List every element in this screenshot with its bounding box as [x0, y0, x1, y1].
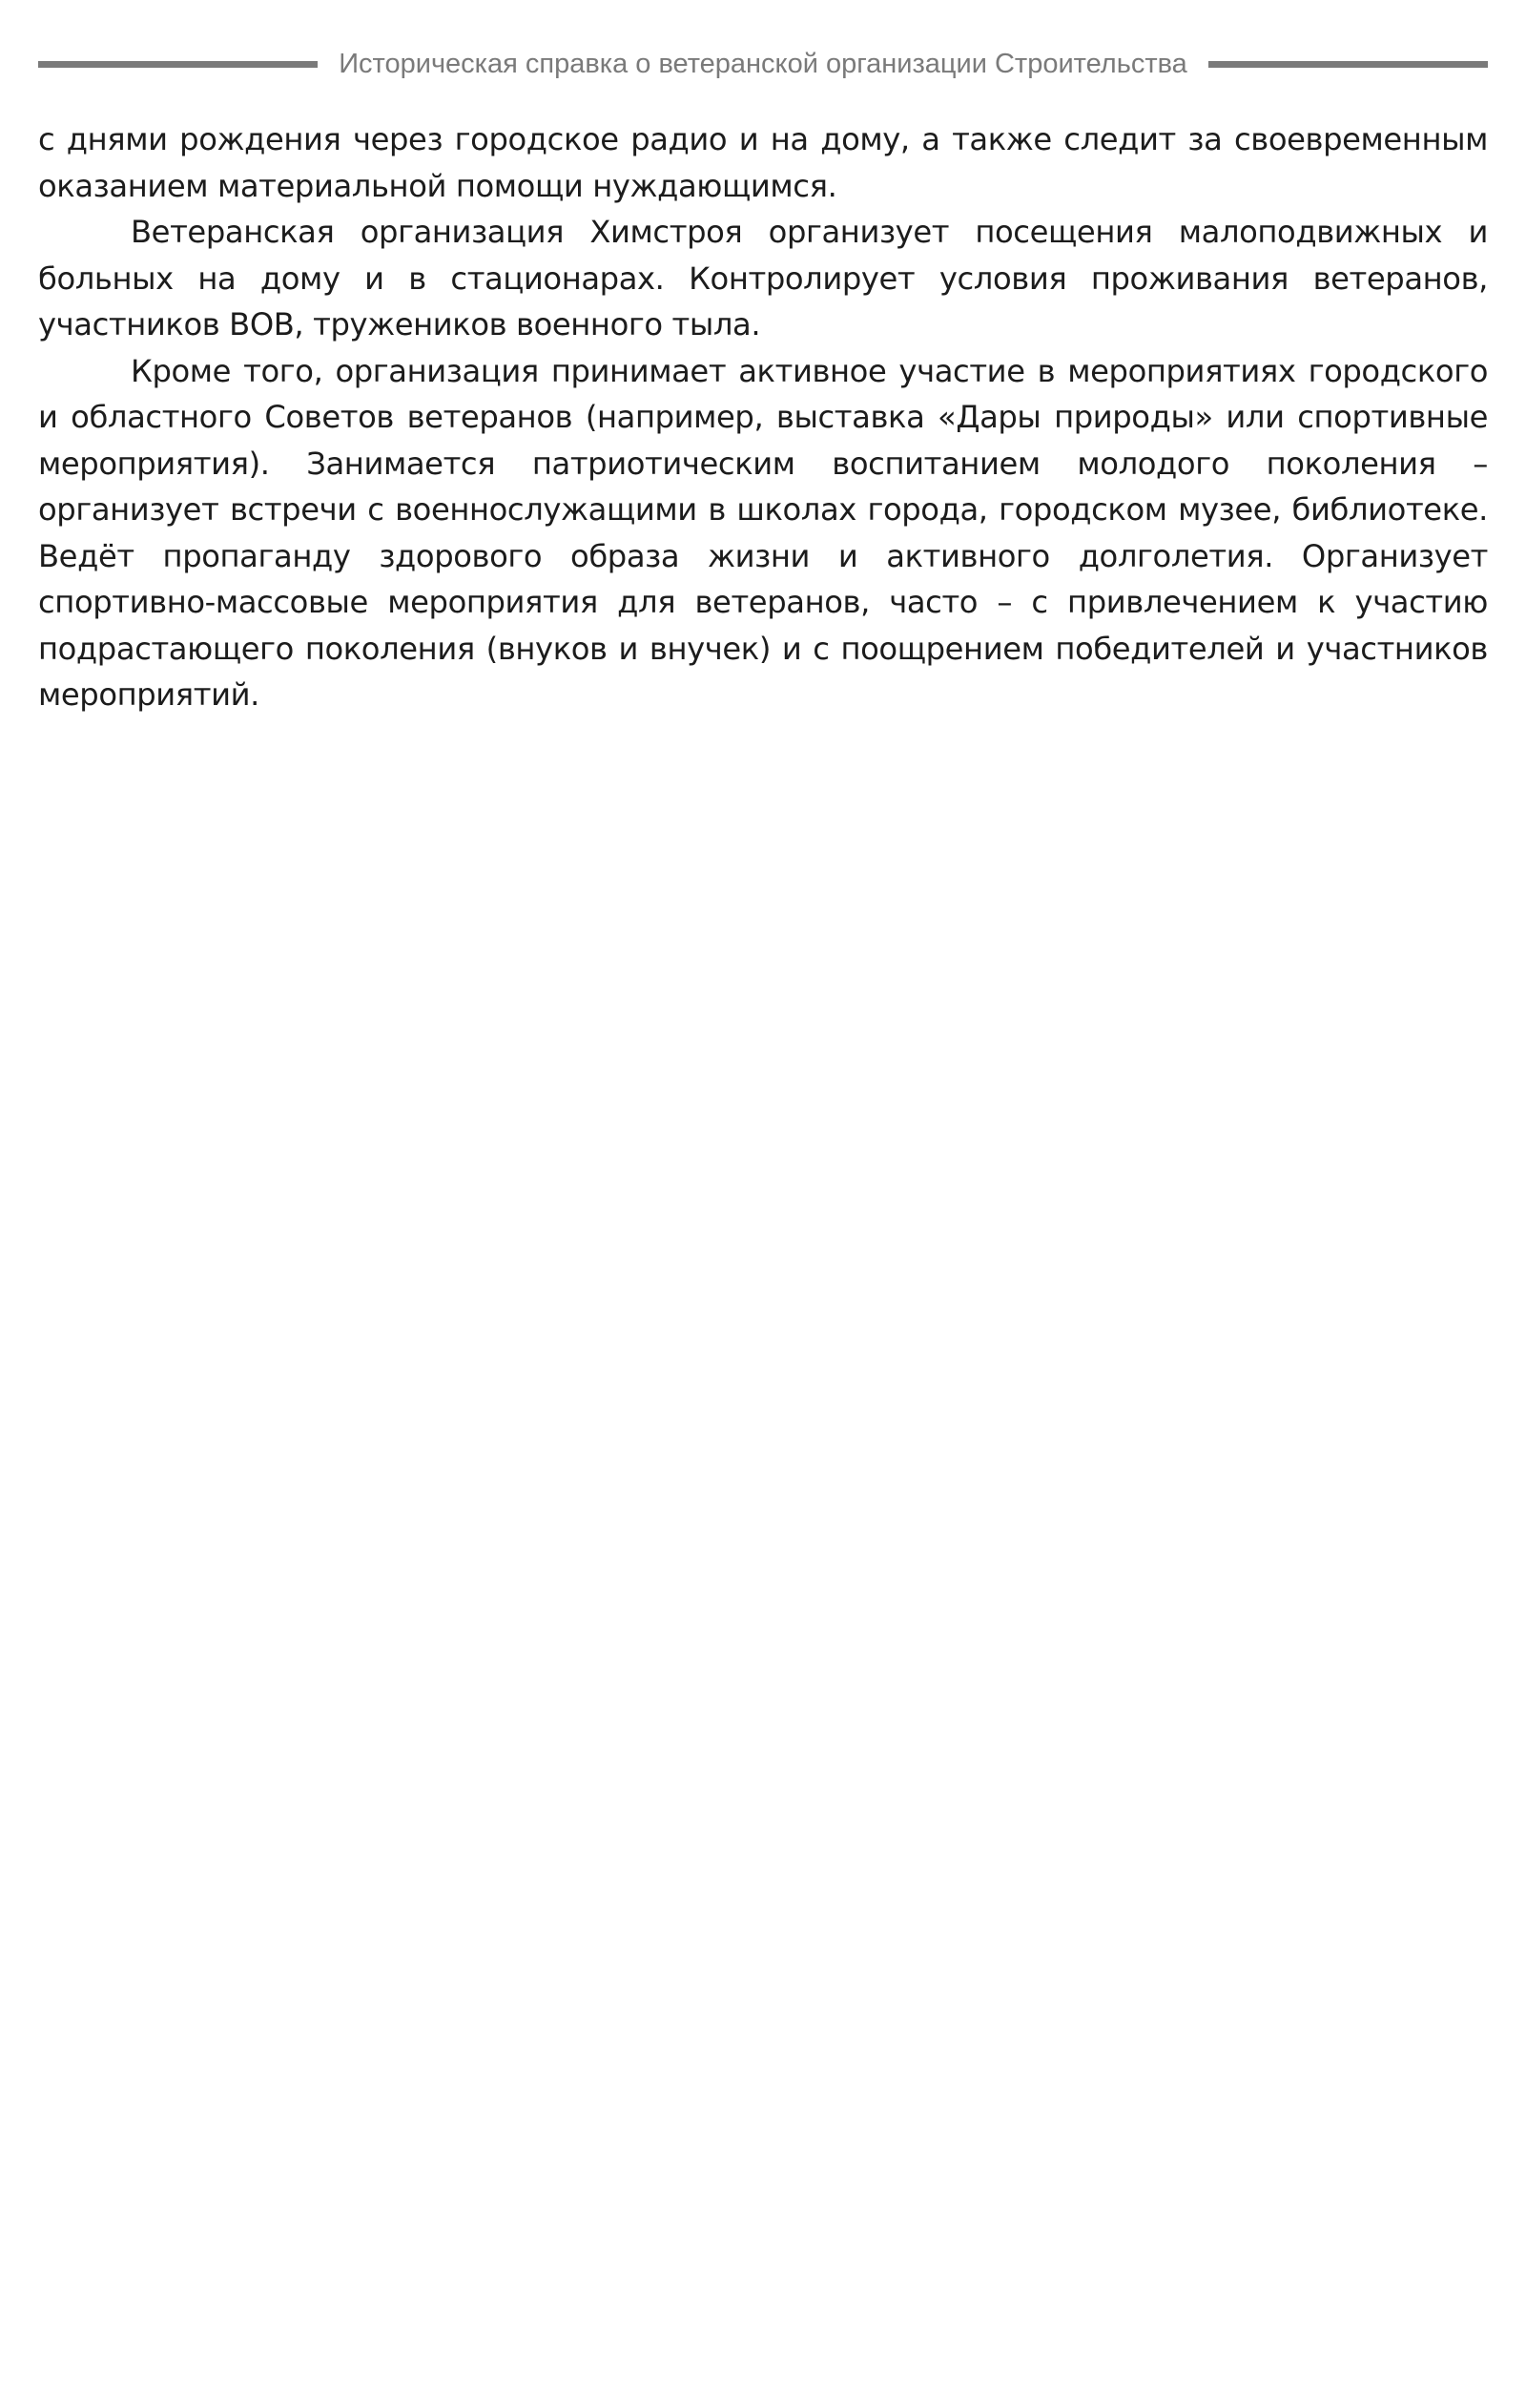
running-header-title: Историческая справка о ветеранской организации Строительства: [339, 48, 1187, 79]
paragraph-continuation: с днями рождения через городское радио и на дому, а также следит за своевременным оказанием материальной помощи нуждающимся.: [38, 121, 1488, 204]
paragraph-visits: Ветеранская организация Химстроя организует посещения малоподвижных и больных на дому и в стационарах. Контролирует условия проживания ветеранов, участников ВОВ, тружеников военного тыла.: [38, 214, 1488, 343]
page-body: [38, 116, 1488, 718]
running-header: [38, 40, 1488, 88]
header-rule-left: [38, 61, 318, 68]
paragraph-activities: Кроме того, организация принимает активное участие в мероприятиях городского и областного Советов ветеранов (например, выставка «Дары природы» или спортивные мероприятия). Занимается патриотическим воспитанием молодого поколения – организует встречи с военнослужащими в школах города, городском музее, библиотеке. Ведёт пропаганду здорового образа жизни и активного долголетия. Организует спортивно-массовые мероприятия для ветеранов, часто – с привлечением к участию подрастающего поколения (внуков и внучек) и с поощрением победителей и участников мероприятий.: [38, 352, 1488, 713]
header-rule-right: [1208, 61, 1488, 68]
